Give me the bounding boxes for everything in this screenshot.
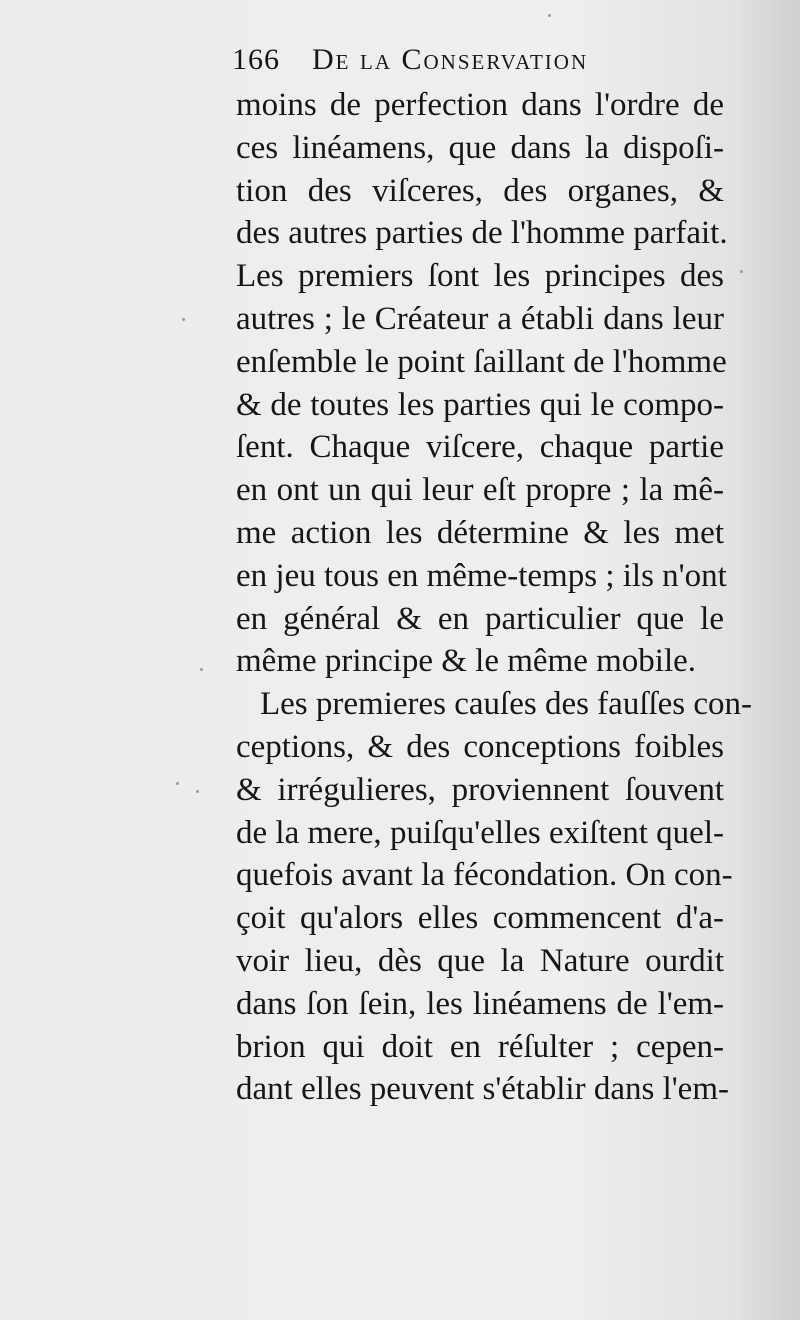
paper-speck xyxy=(182,318,185,321)
text-line: Les premiers ſont les principes des xyxy=(236,258,724,295)
paper-speck xyxy=(548,14,551,17)
paper-speck xyxy=(200,668,203,671)
text-line: de la mere, puiſqu'elles exiſtent quel- xyxy=(236,814,724,851)
text-line: & de toutes les parties qui le compo- xyxy=(236,386,724,423)
text-line: en général & en particulier que le xyxy=(236,600,724,637)
text-line: & irrégulieres, proviennent ſouvent xyxy=(236,771,724,808)
text-line: autres ; le Créateur a établi dans leur xyxy=(236,300,724,337)
text-line: enſemble le point ſaillant de l'homme xyxy=(236,343,727,380)
text-line: des autres parties de l'homme parfait. xyxy=(236,215,728,252)
text-line: dans ſon ſein, les linéamens de l'em- xyxy=(236,985,724,1022)
text-line: voir lieu, dès que la Nature ourdit xyxy=(236,942,724,979)
text-line: en ont un qui leur eſt propre ; la mê- xyxy=(236,472,724,509)
text-line: me action les détermine & les met xyxy=(236,514,724,551)
page-number: 166 xyxy=(232,43,280,76)
text-line: ces linéamens, que dans la dispoſi- xyxy=(236,129,724,166)
text-line: brion qui doit en réſulter ; cepen- xyxy=(236,1028,724,1065)
text-line: çoit qu'alors elles commencent d'a- xyxy=(236,900,724,937)
paper-speck xyxy=(176,782,179,785)
text-line-paragraph-start: Les premieres cauſes des fauſſes con- xyxy=(260,686,753,723)
text-line: dant elles peuvent s'établir dans l'em- xyxy=(236,1071,729,1108)
text-line: ceptions, & des conceptions foibles xyxy=(236,728,724,765)
text-line: moins de perfection dans l'ordre de xyxy=(236,87,724,123)
running-title: De la Conservation xyxy=(312,43,589,76)
text-line: tion des viſceres, des organes, & xyxy=(236,172,724,209)
body-text xyxy=(236,84,753,1111)
paper-speck xyxy=(740,270,743,273)
text-line: ſent. Chaque viſcere, chaque partie xyxy=(236,429,724,466)
text-line: même principe & le même mobile. xyxy=(236,643,697,680)
page-header xyxy=(232,38,662,82)
text-line: quefois avant la fécondation. On con- xyxy=(236,857,733,894)
text-line: en jeu tous en même-temps ; ils n'ont xyxy=(236,557,727,594)
paper-speck xyxy=(196,790,199,793)
